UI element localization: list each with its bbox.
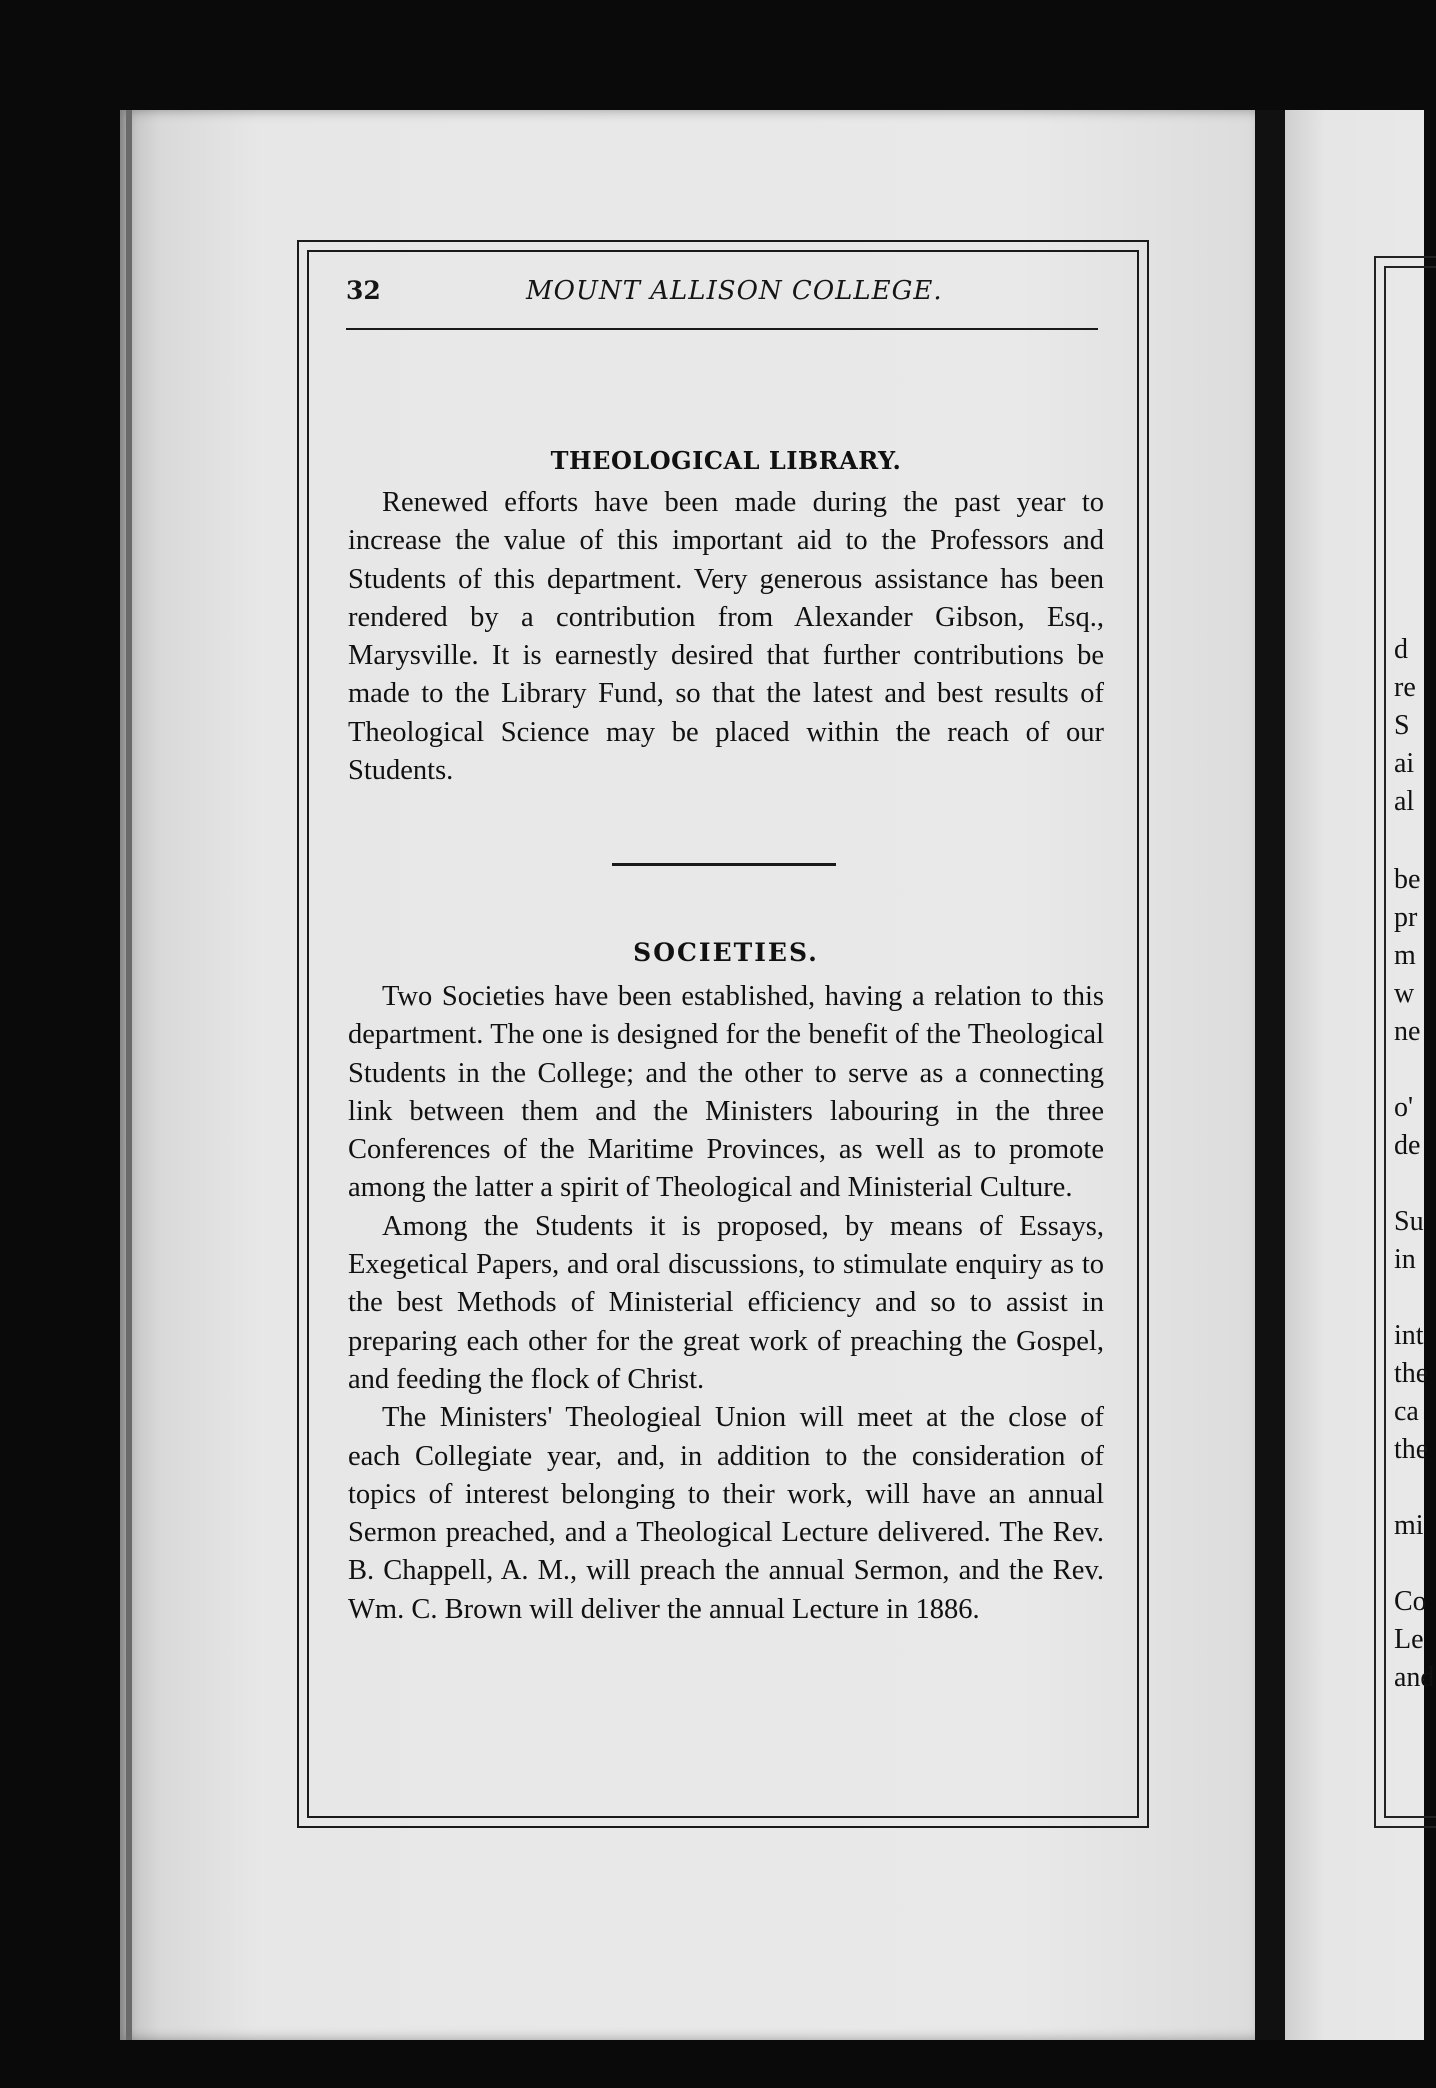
running-title: MOUNT ALLISON COLLEGE. (526, 276, 943, 306)
facing-page-fragment: ca (1394, 1396, 1419, 1427)
facing-page-fragment: and (1394, 1662, 1435, 1693)
theological-library-body (348, 484, 1104, 790)
facing-page-fragment: the (1394, 1358, 1429, 1389)
societies-paragraph-3: The Ministers' Theologieal Union will meet at the close of each Collegiate year, and, in addition to the consideration of topics of interest belonging to their work, will have an annual Sermon preached, and a Theological Lecture delivered. The Rev. B. Chappell, A. M., will preach the annual Sermon, and the Rev. Wm. C. Brown will deliver the annual Lecture in 1886. (348, 1402, 1104, 1625)
page-number: 32 (346, 276, 381, 305)
running-head (346, 276, 1102, 316)
facing-page-fragment: d (1394, 634, 1408, 665)
facing-page-fragment: int (1394, 1320, 1424, 1351)
facing-page-fragment: S (1394, 710, 1410, 741)
section-divider (612, 863, 836, 866)
theological-library-heading: THEOLOGICAL LIBRARY. (550, 446, 902, 475)
societies-body (348, 978, 1104, 1629)
facing-page-fragment: in (1394, 1244, 1416, 1275)
facing-page-fragment: Su (1394, 1206, 1424, 1237)
header-rule (346, 328, 1098, 330)
facing-page-fragment: ne (1394, 1016, 1421, 1047)
societies-heading: SOCIETIES. (633, 938, 819, 967)
facing-page-fragment: ai (1394, 748, 1415, 779)
page-edge-shadow (126, 110, 132, 2040)
facing-page-fragment: Le (1394, 1624, 1424, 1655)
societies-paragraph-2: Among the Students it is proposed, by means of Essays, Exegetical Papers, and oral discussions, to stimulate enquiry as to the best Methods of Ministerial efficiency and so to assist in preparing each other for the great work of preaching the Gospel, and feeding the flock of Christ. (348, 1210, 1104, 1395)
facing-page-fragment: mi (1394, 1510, 1424, 1541)
facing-page-fragment: w (1394, 978, 1415, 1009)
facing-page-fragment: al (1394, 786, 1415, 817)
societies-paragraph-1: Two Societies have been established, having a relation to this department. The one is designed for the benefit of the Theological Students in the College; and the other to serve as a connecting link between them and the Ministers labouring in the three Conferences of the Maritime Provinces, as well as to promote among the latter a spirit of Theological and Ministerial Culture. (348, 981, 1104, 1204)
facing-page-fragment: Co (1394, 1586, 1427, 1617)
facing-page-fragment: pr (1394, 902, 1418, 933)
theological-library-paragraph: Renewed efforts have been made during the past year to increase the value of this important aid to the Professors and Students of this department. Very generous assistance has been rendered by a contribution from Alexander Gibson, Esq., Marysville. It is earnestly desired that further contributions be made to the Library Fund, so that the latest and best results of Theological Science may be placed within the reach of our Students. (348, 487, 1104, 787)
facing-page-fragment: m (1394, 940, 1416, 971)
facing-page-fragment: be (1394, 864, 1421, 895)
facing-page-fragment: re (1394, 672, 1416, 703)
facing-page-fragment: the (1394, 1434, 1429, 1465)
facing-page-fragment: o' (1394, 1092, 1414, 1123)
facing-page-fragment: de (1394, 1130, 1421, 1161)
book-gutter (1255, 110, 1285, 2040)
